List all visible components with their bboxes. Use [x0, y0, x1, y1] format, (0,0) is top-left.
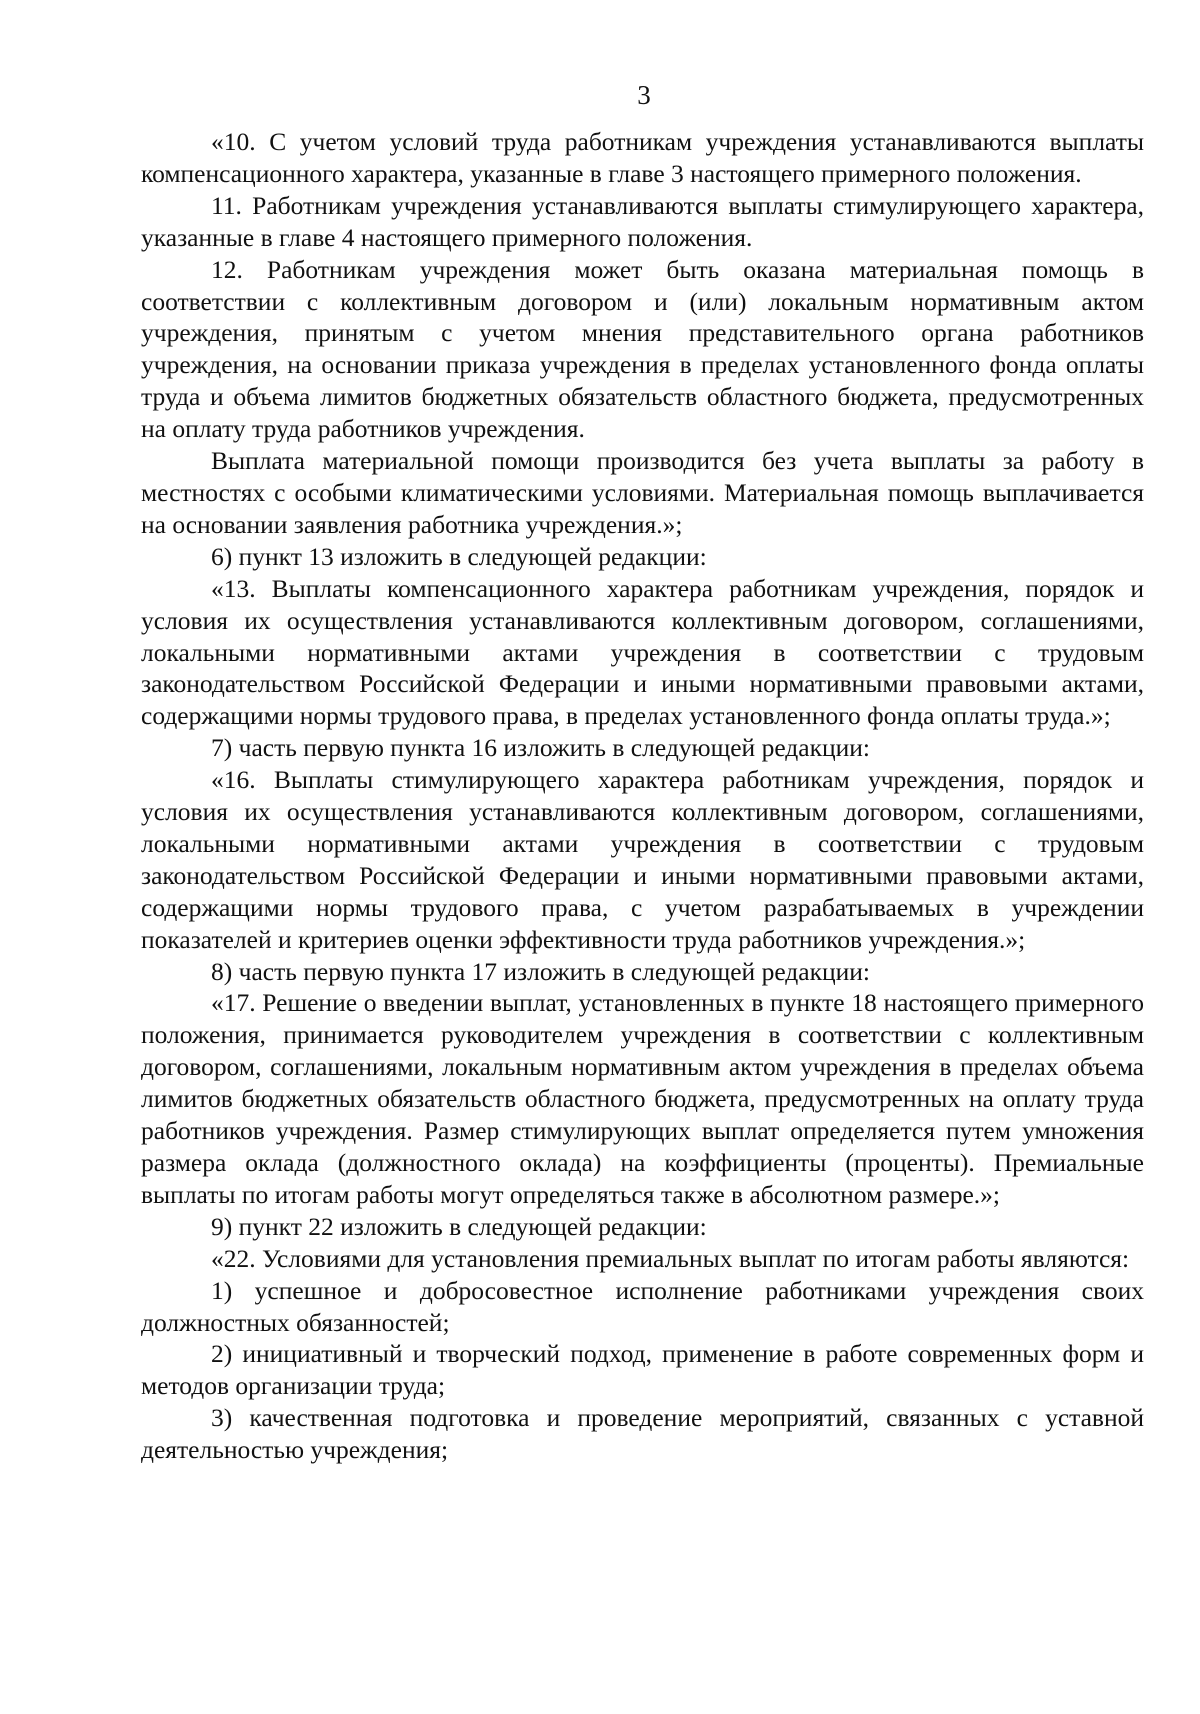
document-body	[141, 126, 1144, 1466]
paragraph-10: «10. С учетом условий труда работникам учреждения устанавливаются выплаты компенсационного характера, указанные в главе 3 настоящего примерного положения.	[141, 127, 1144, 188]
page-number: 3	[637, 80, 651, 110]
paragraph-11: 11. Работникам учреждения устанавливаются выплаты стимулирующего характера, указанные в главе 4 настоящего примерного положения.	[141, 190, 1144, 252]
paragraph-12: 12. Работникам учреждения может быть оказана материальная помощь в соответствии с коллективным договором и (или) локальным нормативным актом учреждения, принятым с учетом мнения представительного органа работников учреждения, на основании приказа учреждения в пределах установленного фонда оплаты труда и объема лимитов бюджетных обязательств областного бюджета, предусмотренных на оплату труда работников учреждения.	[141, 254, 1144, 444]
amendment-8: 8) часть первую пункта 17 изложить в следующей редакции:	[211, 956, 871, 986]
list-item-2: 2) инициативный и творческий подход, применение в работе современных форм и методов организации труда;	[141, 1339, 1144, 1401]
paragraph-12-continued: Выплата материальной помощи производится без учета выплаты за работу в местностях с особыми климатическими условиями. Материальная помощь выплачивается на основании заявления работника учреждения.»;	[141, 446, 1144, 539]
paragraph-22: «22. Условиями для установления премиальных выплат по итогам работы являются:	[211, 1243, 1130, 1273]
amendment-6: 6) пункт 13 изложить в следующей редакции:	[211, 541, 707, 571]
paragraph-13: «13. Выплаты компенсационного характера работникам учреждения, порядок и условия их осуществления устанавливаются коллективным договором, соглашениями, локальными нормативными актами учреждения в соответствии с трудовым законодательством Российской Федерации и иными нормативными правовыми актами, содержащими нормы трудового права, в пределах установленного фонда оплаты труда.»;	[141, 573, 1144, 731]
list-item-1: 1) успешное и добросовестное исполнение работниками учреждения своих должностных обязанностей;	[141, 1275, 1144, 1337]
paragraph-16: «16. Выплаты стимулирующего характера работникам учреждения, порядок и условия их осуществления устанавливаются коллективным договором, соглашениями, локальными нормативными актами учреждения в соответствии с трудовым законодательством Российской Федерации и иными нормативными правовыми актами, содержащими нормы трудового права, с учетом разрабатываемых в учреждении показателей и критериев оценки эффективности труда работников учреждения.»;	[141, 765, 1144, 954]
amendment-9: 9) пункт 22 изложить в следующей редакции:	[211, 1211, 707, 1241]
list-item-3: 3) качественная подготовка и проведение мероприятий, связанных с уставной деятельностью учреждения;	[141, 1403, 1144, 1465]
paragraph-17: «17. Решение о введении выплат, установленных в пункте 18 настоящего примерного положения, принимается руководителем учреждения в соответствии с коллективным договором, соглашениями, локальным нормативным актом учреждения в пределах объема лимитов бюджетных обязательств областного бюджета, предусмотренных на оплату труда работников учреждения. Размер стимулирующих выплат определяется путем умножения размера оклада (должностного оклада) на коэффициенты (проценты). Премиальные выплаты по итогам работы могут определяться также в абсолютном размере.»;	[141, 988, 1144, 1209]
amendment-7: 7) часть первую пункта 16 изложить в следующей редакции:	[211, 733, 871, 763]
